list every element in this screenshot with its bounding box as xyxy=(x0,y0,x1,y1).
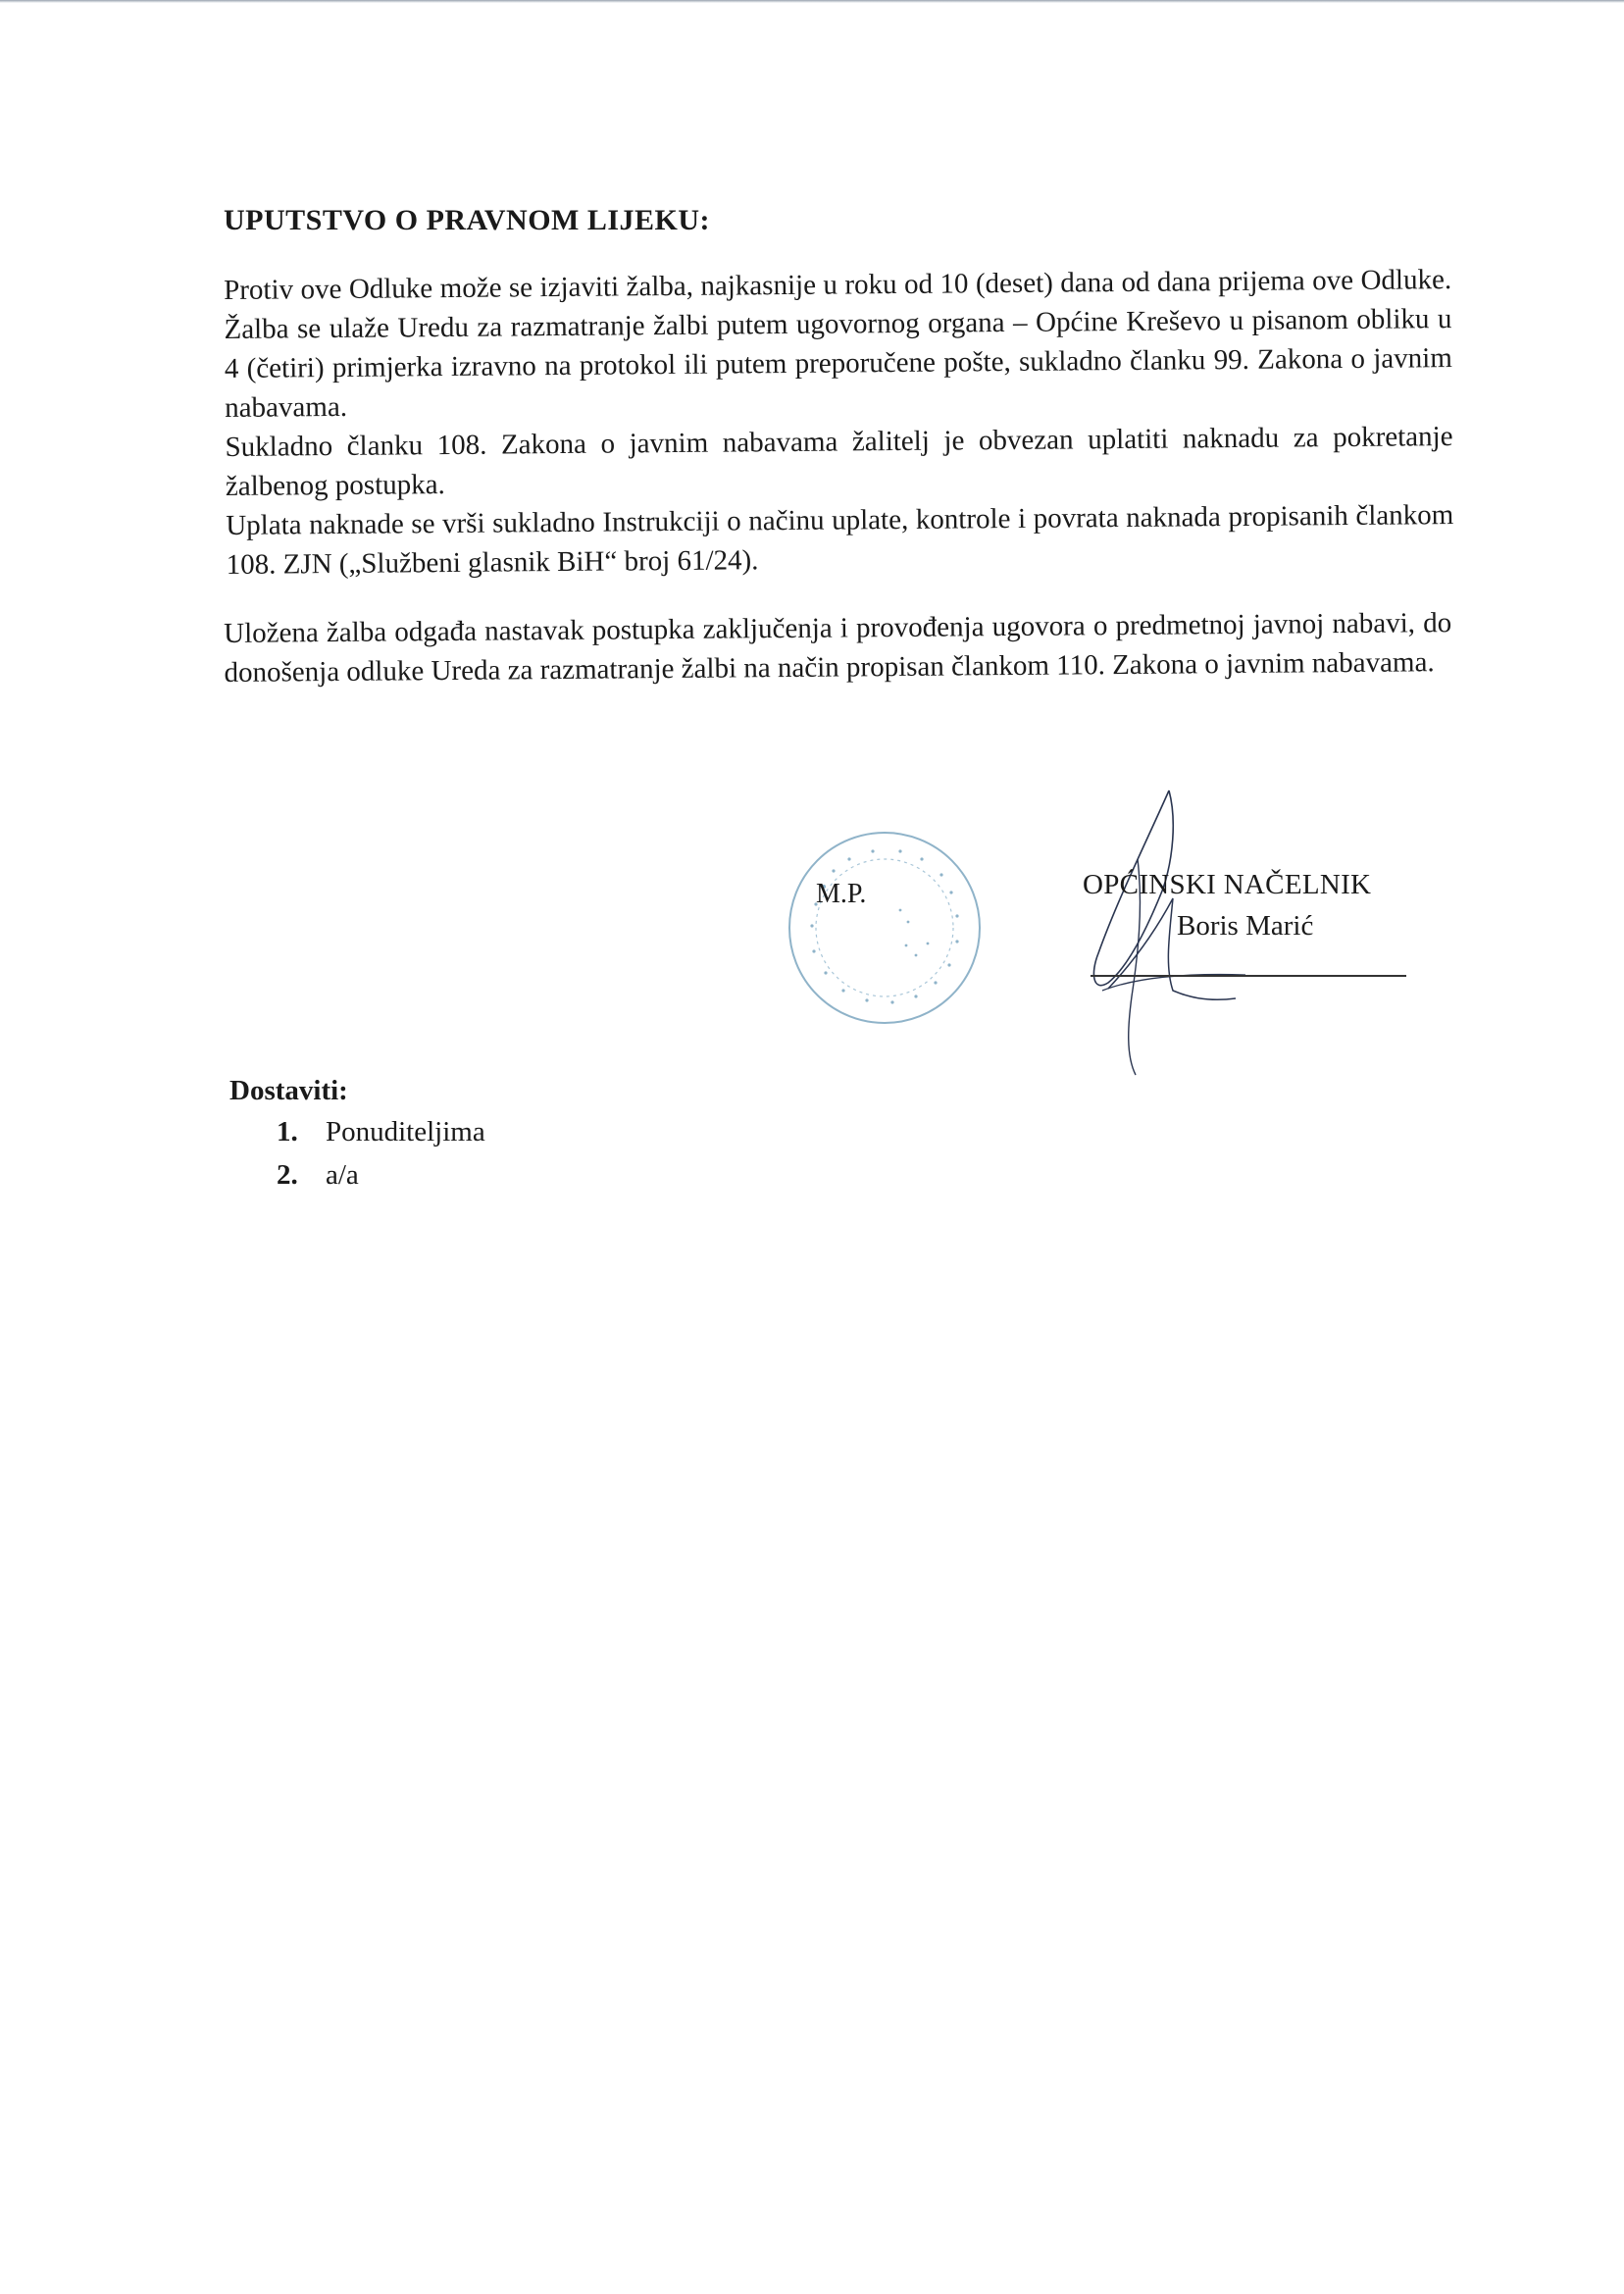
signature-line xyxy=(1091,975,1406,977)
fee-obligation-text: Sukladno članku 108. Zakona o javnim nabavama žalitelj je obvezan uplatiti naknadu za pokretanje žalbenog postupka. xyxy=(225,421,1453,502)
list-item-number: 2. xyxy=(277,1159,298,1191)
scan-edge xyxy=(0,0,1624,3)
list-item-number: 1. xyxy=(277,1116,298,1147)
list-item xyxy=(277,1153,485,1197)
appeal-deadline-text: Protiv ove Odluke može se izjaviti žalba, najkasnije u roku od 10 (deset) dana od dana prijema ove Odluke. Žalba se ulaže Uredu za razmatranje žalbi putem ugovornog organa – Općine Kreševo u pisanom obliku u 4 (četiri) primjerka izravno na protokol ili putem preporučene pošte, sukladno članku 99. Zakona o javnim nabavama. xyxy=(224,264,1452,424)
list-item-text: a/a xyxy=(326,1159,359,1191)
delivery-list xyxy=(277,1110,485,1197)
signatory-name: Boris Marić xyxy=(1177,910,1314,942)
appeal-effect-text: Uložena žalba odgađa nastavak postupka zaključenja i provođenja ugovora o predmetnoj javnoj nabavi, do donošenja odluke Ureda za razmatranje žalbi na način propisan člankom 110. Zakona o javnim nabavama. xyxy=(224,607,1452,688)
delivery-heading: Dostaviti: xyxy=(229,1075,348,1106)
official-seal-stamp xyxy=(785,828,985,1028)
list-item-text: Ponuditeljima xyxy=(326,1116,485,1147)
fee-payment-text: Uplata naknade se vrši sukladno Instrukciji o načinu uplate, kontrole i povrata naknada propisanih člankom 108. ZJN („Službeni glasnik BiH“ broj 61/24). xyxy=(226,499,1454,581)
list-item xyxy=(277,1110,485,1153)
stamp-placeholder-label: M.P. xyxy=(816,879,867,909)
signatory-title: OPĆINSKI NAČELNIK xyxy=(1083,869,1372,900)
legal-remedy-paragraph xyxy=(224,260,1454,585)
appeal-effect-paragraph xyxy=(224,603,1452,692)
document-heading: UPUTSTVO O PRAVNOM LIJEKU: xyxy=(224,204,711,236)
